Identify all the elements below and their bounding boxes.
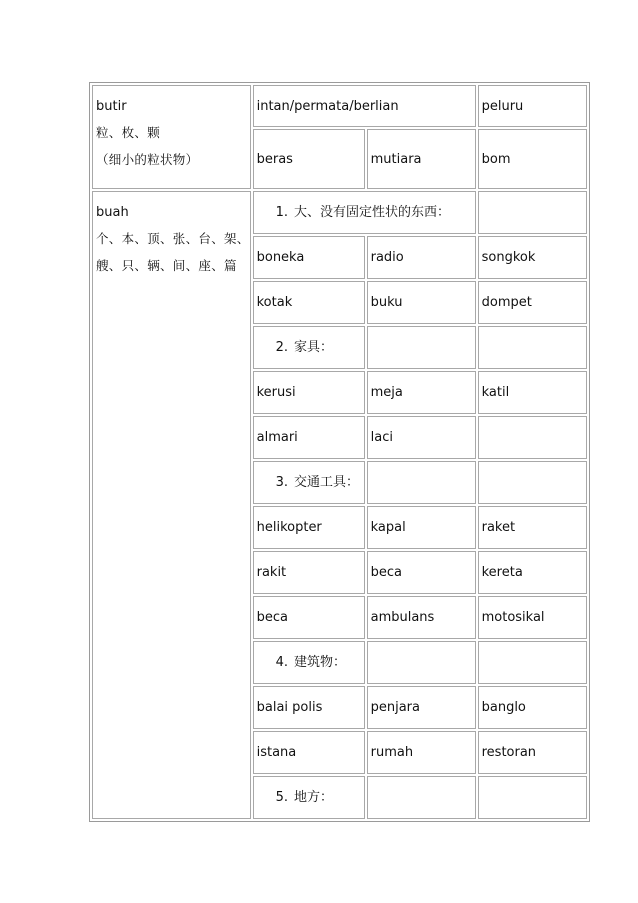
table-cell: songkok — [478, 236, 587, 279]
table-cell: rakit — [253, 551, 365, 594]
table-cell: katil — [478, 371, 587, 414]
table-cell: balai polis — [253, 686, 365, 729]
table-cell — [478, 461, 587, 504]
table-cell — [367, 461, 476, 504]
table-cell — [478, 326, 587, 369]
table-cell: laci — [367, 416, 476, 459]
table-cell: kapal — [367, 506, 476, 549]
buah-word: buah — [96, 205, 129, 220]
classifier-table — [89, 82, 590, 822]
table-row — [92, 85, 587, 127]
table-cell: raket — [478, 506, 587, 549]
table-cell: peluru — [478, 85, 587, 127]
section-heading: 4. 建筑物： — [253, 641, 365, 684]
table-cell: meja — [367, 371, 476, 414]
table-cell: kotak — [253, 281, 365, 324]
table-cell: motosikal — [478, 596, 587, 639]
table-cell: kerusi — [253, 371, 365, 414]
butir-cell — [92, 85, 251, 189]
table-cell: boneka — [253, 236, 365, 279]
table-cell: radio — [367, 236, 476, 279]
table-cell — [478, 641, 587, 684]
table-cell — [478, 191, 587, 234]
table-cell: ambulans — [367, 596, 476, 639]
table-cell: istana — [253, 731, 365, 774]
table-cell: beca — [367, 551, 476, 594]
table-cell: beca — [253, 596, 365, 639]
buah-classifiers-line1: 个、本、顶、张、台、架、 — [96, 231, 250, 246]
table-cell: beras — [253, 129, 365, 189]
section-heading: 5. 地方： — [253, 776, 365, 819]
table-cell: helikopter — [253, 506, 365, 549]
butir-note: （细小的粒状物） — [96, 151, 199, 167]
table-cell — [367, 776, 476, 819]
table-cell: intan/permata/berlian — [253, 85, 476, 127]
table-cell: kereta — [478, 551, 587, 594]
table-cell: dompet — [478, 281, 587, 324]
section-heading: 2. 家具： — [253, 326, 365, 369]
table-cell: restoran — [478, 731, 587, 774]
table-cell: penjara — [367, 686, 476, 729]
section-heading-row — [92, 191, 587, 234]
butir-word: butir — [96, 99, 127, 114]
table-cell — [478, 416, 587, 459]
table-cell — [478, 776, 587, 819]
table-cell: rumah — [367, 731, 476, 774]
section-heading: 3. 交通工具： — [253, 461, 365, 504]
table-cell: mutiara — [367, 129, 476, 189]
table-cell: banglo — [478, 686, 587, 729]
buah-classifiers-line2: 艘、只、辆、间、座、篇 — [96, 257, 237, 273]
table-cell: almari — [253, 416, 365, 459]
buah-cell — [92, 191, 251, 819]
table-cell: bom — [478, 129, 587, 189]
section-heading: 1. 大、没有固定性状的东西： — [253, 191, 476, 234]
table-cell — [367, 326, 476, 369]
table-cell — [367, 641, 476, 684]
table-cell: buku — [367, 281, 476, 324]
butir-classifiers: 粒、枚、颗 — [96, 125, 161, 140]
